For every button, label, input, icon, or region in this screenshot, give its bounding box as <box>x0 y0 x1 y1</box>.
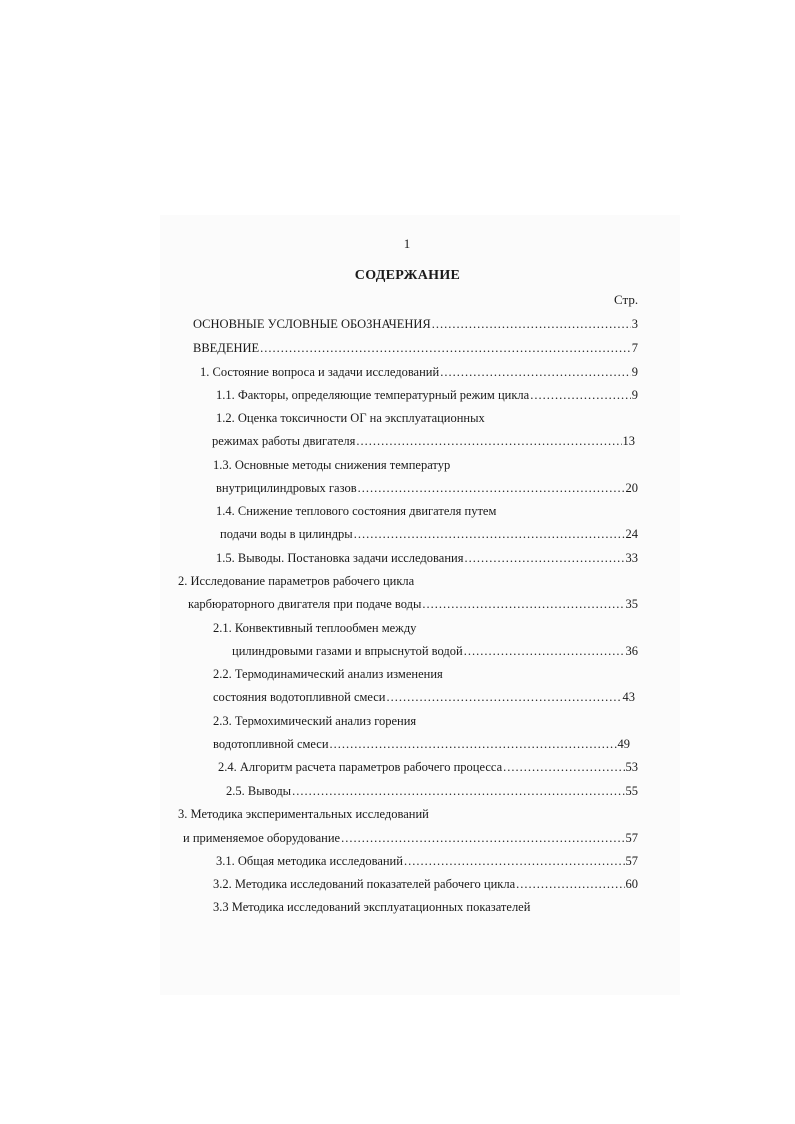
toc-entry-page: 20 <box>625 481 638 495</box>
toc-entry <box>193 316 638 332</box>
toc-entry-page: 7 <box>631 341 638 355</box>
toc-entry-text: 3.3 Методика исследований эксплуатационных показателей <box>213 900 531 914</box>
toc-entry-page: 43 <box>622 690 635 704</box>
toc-leader-dots <box>503 759 624 775</box>
toc-leader-dots <box>330 736 617 752</box>
toc-entry-page: 55 <box>625 784 638 798</box>
toc-leader-dots <box>341 830 624 846</box>
toc-entry <box>213 876 638 892</box>
toc-entry-text: 1. Состояние вопроса и задачи исследований <box>200 365 440 379</box>
toc-title: СОДЕРЖАНИЕ <box>354 268 461 283</box>
toc-entry-page: 60 <box>625 877 638 891</box>
toc-entry-page: 35 <box>625 597 638 611</box>
toc-entry-text: 3. Методика экспериментальных исследований <box>178 807 429 821</box>
toc-entry-page: 24 <box>625 527 638 541</box>
toc-entry-text: 2. Исследование параметров рабочего цикла <box>178 574 415 588</box>
toc-entry <box>213 689 635 705</box>
toc-entry <box>232 643 638 659</box>
toc-leader-dots <box>387 689 622 705</box>
page-column-label: Стр. <box>614 292 639 307</box>
toc-leader-dots <box>292 783 624 799</box>
toc-entry <box>216 387 638 403</box>
toc-leader-dots <box>464 643 625 659</box>
toc-entry-text: 1.1. Факторы, определяющие температурный режим цикла <box>216 388 530 402</box>
toc-entry <box>188 596 638 612</box>
toc-entry <box>220 526 638 542</box>
toc-entry-text: ВВЕДЕНИЕ <box>193 341 260 355</box>
toc-entry <box>216 853 638 869</box>
toc-entry-text: состояния водотопливной смеси <box>213 690 386 704</box>
toc-leader-dots <box>358 480 625 496</box>
toc-entry <box>212 433 635 449</box>
toc-entry-page: 13 <box>622 434 635 448</box>
toc-leader-dots <box>422 596 624 612</box>
toc-leader-dots <box>464 550 624 566</box>
toc-leader-dots <box>404 853 625 869</box>
toc-entry <box>216 480 638 496</box>
toc-entry-page: 49 <box>617 737 630 751</box>
toc-entry-page: 57 <box>625 831 638 845</box>
toc-entry <box>213 736 630 752</box>
toc-entry-text: 2.2. Термодинамический анализ изменения <box>213 667 443 681</box>
toc-leader-dots <box>354 526 625 542</box>
toc-entry-text: 1.5. Выводы. Постановка задачи исследования <box>216 551 464 565</box>
toc-entry-text: и применяемое оборудование <box>183 831 341 845</box>
toc-entry-text: 2.5. Выводы <box>226 784 292 798</box>
toc-entry-text: 2.4. Алгоритм расчета параметров рабочего процесса <box>218 760 503 774</box>
toc-entry-page: 33 <box>625 551 638 565</box>
toc-leader-dots <box>440 364 631 380</box>
toc-leader-dots <box>356 433 621 449</box>
toc-entry <box>200 364 638 380</box>
toc-entry-page: 53 <box>625 760 638 774</box>
toc-entry-text: цилиндровыми газами и впрыснутой водой <box>232 644 463 658</box>
toc-entry <box>193 340 638 356</box>
toc-entry <box>226 783 638 799</box>
toc-entry <box>216 550 638 566</box>
toc-entry-text: 3.1. Общая методика исследований <box>216 854 403 868</box>
toc-entry-page: 36 <box>625 644 638 658</box>
toc-leader-dots <box>516 876 624 892</box>
toc-entry-text: 2.1. Конвективный теплообмен между <box>213 621 417 635</box>
toc-entry-text: режимах работы двигателя <box>212 434 356 448</box>
toc-entry-text: подачи воды в цилиндры <box>220 527 353 541</box>
toc-leader-dots <box>530 387 631 403</box>
toc-entry-text: 1.2. Оценка токсичности ОГ на эксплуатационных <box>216 411 485 425</box>
toc-entry-text: 1.4. Снижение теплового состояния двигателя путем <box>216 504 497 518</box>
toc-leader-dots <box>432 316 631 332</box>
toc-entry-text: 3.2. Методика исследований показателей рабочего цикла <box>213 877 516 891</box>
toc-entry-page: 9 <box>631 365 638 379</box>
toc-entry-page: 9 <box>631 388 638 402</box>
toc-entry-text: 1.3. Основные методы снижения температур <box>213 458 451 472</box>
page-number: 1 <box>403 236 411 251</box>
toc-entry-text: внутрицилиндровых газов <box>216 481 357 495</box>
toc-entry <box>218 759 638 775</box>
toc-entry-page: 57 <box>625 854 638 868</box>
toc-entry-text: карбюраторного двигателя при подаче воды <box>188 597 422 611</box>
toc-entry-page: 3 <box>631 317 638 331</box>
toc-entry-text: 2.3. Термохимический анализ горения <box>213 714 417 728</box>
toc-leader-dots <box>260 340 631 356</box>
toc-entry-text: водотопливной смеси <box>213 737 329 751</box>
toc-entry <box>183 830 638 846</box>
toc-entry-text: ОСНОВНЫЕ УСЛОВНЫЕ ОБОЗНАЧЕНИЯ <box>193 317 431 331</box>
